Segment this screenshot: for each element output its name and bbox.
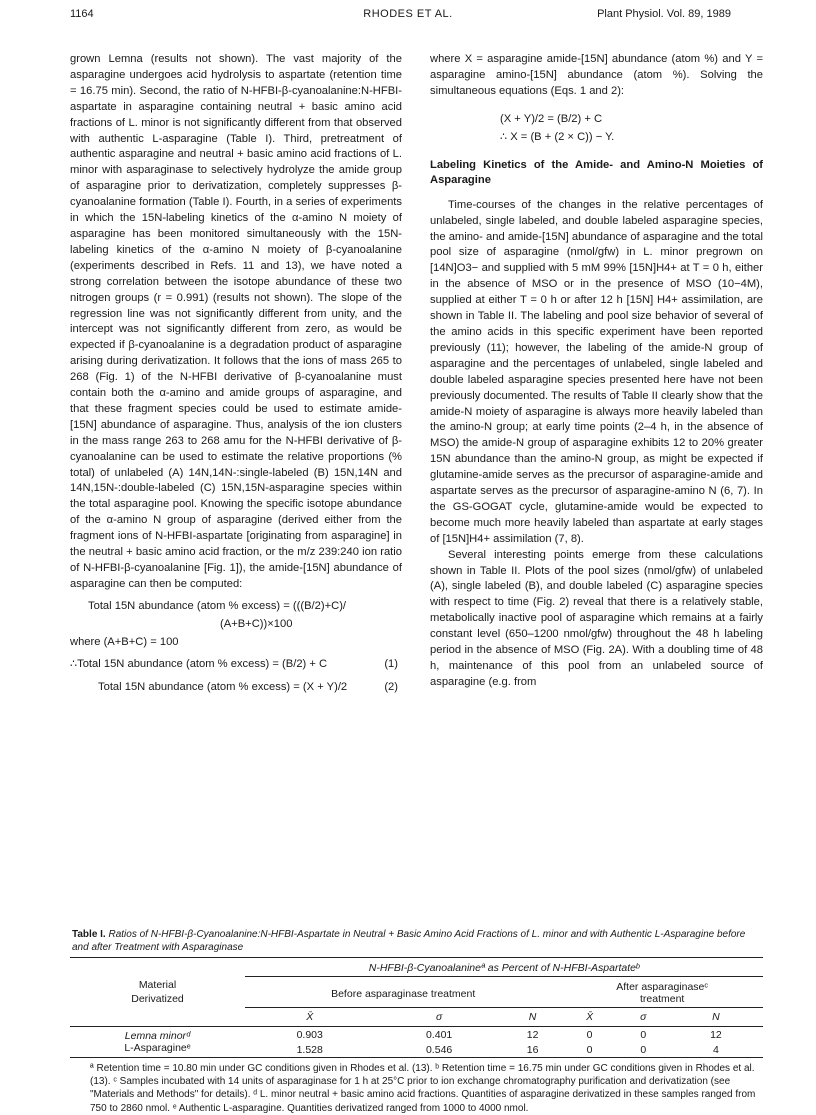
table-cell: 4	[712, 1043, 719, 1056]
table-cell: 16	[526, 1043, 539, 1056]
equation-2	[70, 680, 402, 696]
subheader-n-before: N	[528, 1011, 537, 1023]
body-paragraph: where X = asparagine amide-[15N] abundance (atom %) and Y = asparagine amino-[15N] abundance (atom %). Solving the simultaneous equations (Eqs. 1 and 2):	[430, 53, 763, 97]
table-cell: 12	[526, 1028, 539, 1041]
column-header-material-line-2: Derivatized	[131, 993, 184, 1005]
equation-total-abundance-denominator: (A+B+C))×100	[220, 617, 293, 630]
subheader-mean-after: X̄	[586, 1011, 594, 1023]
row-material: L-Asparagineᵉ	[124, 1042, 191, 1054]
equation-2-number: (2)	[384, 681, 398, 694]
running-head-authors: RHODES ET AL.	[363, 8, 453, 20]
subheader-sd-before: σ	[435, 1011, 443, 1023]
table-header-row	[70, 958, 763, 977]
left-column	[70, 52, 402, 696]
data-table	[70, 958, 763, 1058]
subheader-sd-after: σ	[640, 1011, 647, 1023]
table-cell: 0.903	[296, 1028, 323, 1041]
table-footnotes: ª Retention time = 10.80 min under GC conditions given in Rhodes et al. (13). ᵇ Retention time = 16.75 min under GC conditions given in Rhodes et al. (13). ᶜ Samples incubated with 14 units of asparaginase for 1 h at 25°C prior to ion exchange chromatography purification and derivatization (see "Materials and Methods" for details). ᵈ L. minor neutral + basic amino acid fractions. Quantities of asparagine derivatized in these samples ranged from 750 to 2860 nmol. ᵉ Authentic L-asparagine. Quantities derivatized ranged from 1000 to 4000 nmol.	[90, 1063, 756, 1114]
simultaneous-equations	[500, 110, 763, 146]
table-cell: 0	[586, 1028, 593, 1041]
subheader-n-after: N	[712, 1011, 720, 1023]
table-cell: 0	[640, 1043, 647, 1056]
table-cell: 0	[640, 1028, 647, 1041]
table-row	[70, 1027, 763, 1043]
equation-1-text: ∴Total 15N abundance (atom % excess) = (B/2) + C	[70, 657, 328, 670]
group-header-after-line-2: treatment	[640, 993, 685, 1005]
body-paragraph: Several interesting points emerge from these calculations shown in Table II. Plots of the pool sizes (nmol/gfw) of unlabeled (A), single labeled (B), and double labeled (C) asparagine species with respect to time (Fig. 2) reveal that there is a relatively stable, metabolically inactive pool of asparagine which remains at a fairly constant level (650–1200 nmol/gfw) throughout the 48 h labeling period in the absence of MSO (Fig. 2A). With a doubling time of 48 h, maintenance of this pool from an unlabeled source of asparagine (e.g. from	[430, 548, 763, 688]
column-header-material-line-1: Material	[138, 979, 177, 991]
equation-1-number: (1)	[384, 657, 398, 670]
section-heading: Labeling Kinetics of the Amide- and Amino-N Moieties of Asparagine	[430, 158, 763, 186]
body-paragraph: grown Lemna (results not shown). The vast majority of the asparagine undergoes acid hydrolysis to aspartate (retention time = 16.75 min). Second, the ratio of N-HFBI-β-cyanoalanine:N-HFBI-aspartate in asparagine containing neutral + basic amino acid fractions of L. minor is not significantly different from that observed with authentic L-asparagine (Table I). Third, pretreatment of authentic asparagine and neutral + basic amino acid fractions of L. minor with asparaginase to selectively hydrolyze the amide group of asparagine prior to derivatization, completely suppresses β-cyanoalanine formation (Table I). Fourth, in a series of experiments in which the 15N-labeling kinetics of the α-amino N moiety of asparagine has been monitored simultaneously with the 15N-labeling kinetics of the α-amino N moiety of β-cyanoalanine (experiments described in Refs. 11 and 13), we have noted a strong correlation between the isotope abundance of these two nitrogen groups (r = 0.991) (results not shown). The slope of the regression line was not significantly different from unity, and the intercept was not significantly different from zero, as would be expected if β-cyanoalanine is a degradation product of asparagine arising during derivatization. It follows that the ions of mass 265 to 268 (Fig. 1) of the N-HFBI derivative of β-cyanoalanine must contain both the α-amino and amide groups of asparagine, and that these fragment species could be used to estimate amide-[15N] abundance of asparagine. Thus, analysis of the ion clusters in the mass range 263 to 268 amu for the N-HFBI derivative of β-cyanoalanine can be used to estimate the relative proportions (% total) of unlabeled (A) 14N,14N-:single-labeled (B) 15N,14N and 14N,15N-:double-labeled (C) 15N,15N-asparagine species within the total asparagine pool. Knowing the specific isotope abundance of the α-amino N group of asparagine (derived either from the fragment ions of N-HFBI-aspartate [originating from asparagine] in the neutral + basic amino acid fraction, or the m/z 239:240 ion ratio of N-HFBI-β-cyanoalanine [Fig. 1]), the amide-[15N] abundance of asparagine can then be computed:	[70, 53, 402, 590]
table-title: Ratios of N-HFBI-β-Cyanoalanine:N-HFBI-Aspartate in Neutral + Basic Amino Acid Fractions of L. minor and with Authentic L-Asparagine before and after Treatment with Asparaginase	[72, 929, 746, 953]
equation-2-text: Total 15N abundance (atom % excess) = (X + Y)/2	[98, 681, 348, 694]
table-cell: 0.401	[425, 1028, 453, 1041]
subheader-mean-before: X̄	[306, 1011, 314, 1023]
table-cell: 1.528	[296, 1043, 323, 1056]
group-header-before: Before asparaginase treatment	[245, 977, 561, 1008]
table-cell: 0.546	[425, 1043, 453, 1056]
running-head-journal: Plant Physiol. Vol. 89, 1989	[597, 8, 731, 20]
equation-where-clause: where (A+B+C) = 100	[70, 635, 179, 648]
table-cell: 12	[710, 1028, 722, 1041]
table-cell: 0	[586, 1043, 593, 1056]
equation-total-abundance: Total 15N abundance (atom % excess) = (((B/2)+C)/	[88, 599, 347, 612]
table-1	[70, 928, 763, 1115]
span-header: N-HFBI-β-Cyanoalanineª as Percent of N-HFBI-Aspartateᵇ	[245, 958, 763, 977]
body-paragraph: Time-courses of the changes in the relative percentages of unlabeled, single labeled, and double labeled asparagine species, the amino- and amide-[15N] abundance of asparagine and the total pool size of asparagine (nmol/gfw) in L. minor pregrown on [14N]O3− and supplied with 5 mM 99% [15N]H4+ at T = 0 h, either in the absence of MSO or in the presence of MSO (10−4M), supplied at either T = 0 h or after 12 h [15N] H4+ assimilation, are shown in Table II. The labeling and pool size behavior of several of the amino acids in this specific experiment have been reported previously (11); however, the labeling of the amide-N group of asparagine and the percentages of unlabeled, single labeled and double labeled asparagine species presented here have not been previously documented. The results of Table II clearly show that the amide-N moiety of asparagine is always more heavily labeled than the amino-N group; at early time points (2–4 h, in the absence of MSO) the amide-N group of asparagine exhibits 12 to 20% greater 15N abundance than the amino-N group, as might be expected if glutamine-amide serves as the precursor of asparagine-amide and aspartate serves as the precursor of asparagine-amino N (6, 7). In the GS-GOGAT cycle, glutamine-amide would be expected to become much more heavily labeled than aspartate at early stages of [15N]H4+ assimilation (7, 8).	[430, 198, 763, 545]
group-header-after-line-1: After asparaginaseᶜ	[616, 981, 709, 993]
table-caption	[70, 928, 763, 954]
group-header-after	[561, 977, 763, 1008]
simultaneous-equation-1: (X + Y)/2 = (B/2) + C	[500, 112, 603, 125]
column-header-material	[70, 958, 245, 1027]
right-column	[430, 52, 763, 691]
table-row	[70, 1042, 763, 1058]
row-material: Lemna minorᵈ	[124, 1030, 191, 1042]
page-number: 1164	[70, 8, 94, 20]
simultaneous-equation-2: ∴ X = (B + (2 × C)) − Y.	[500, 130, 615, 143]
equation-1	[70, 657, 402, 673]
table-label: Table I.	[72, 929, 106, 940]
